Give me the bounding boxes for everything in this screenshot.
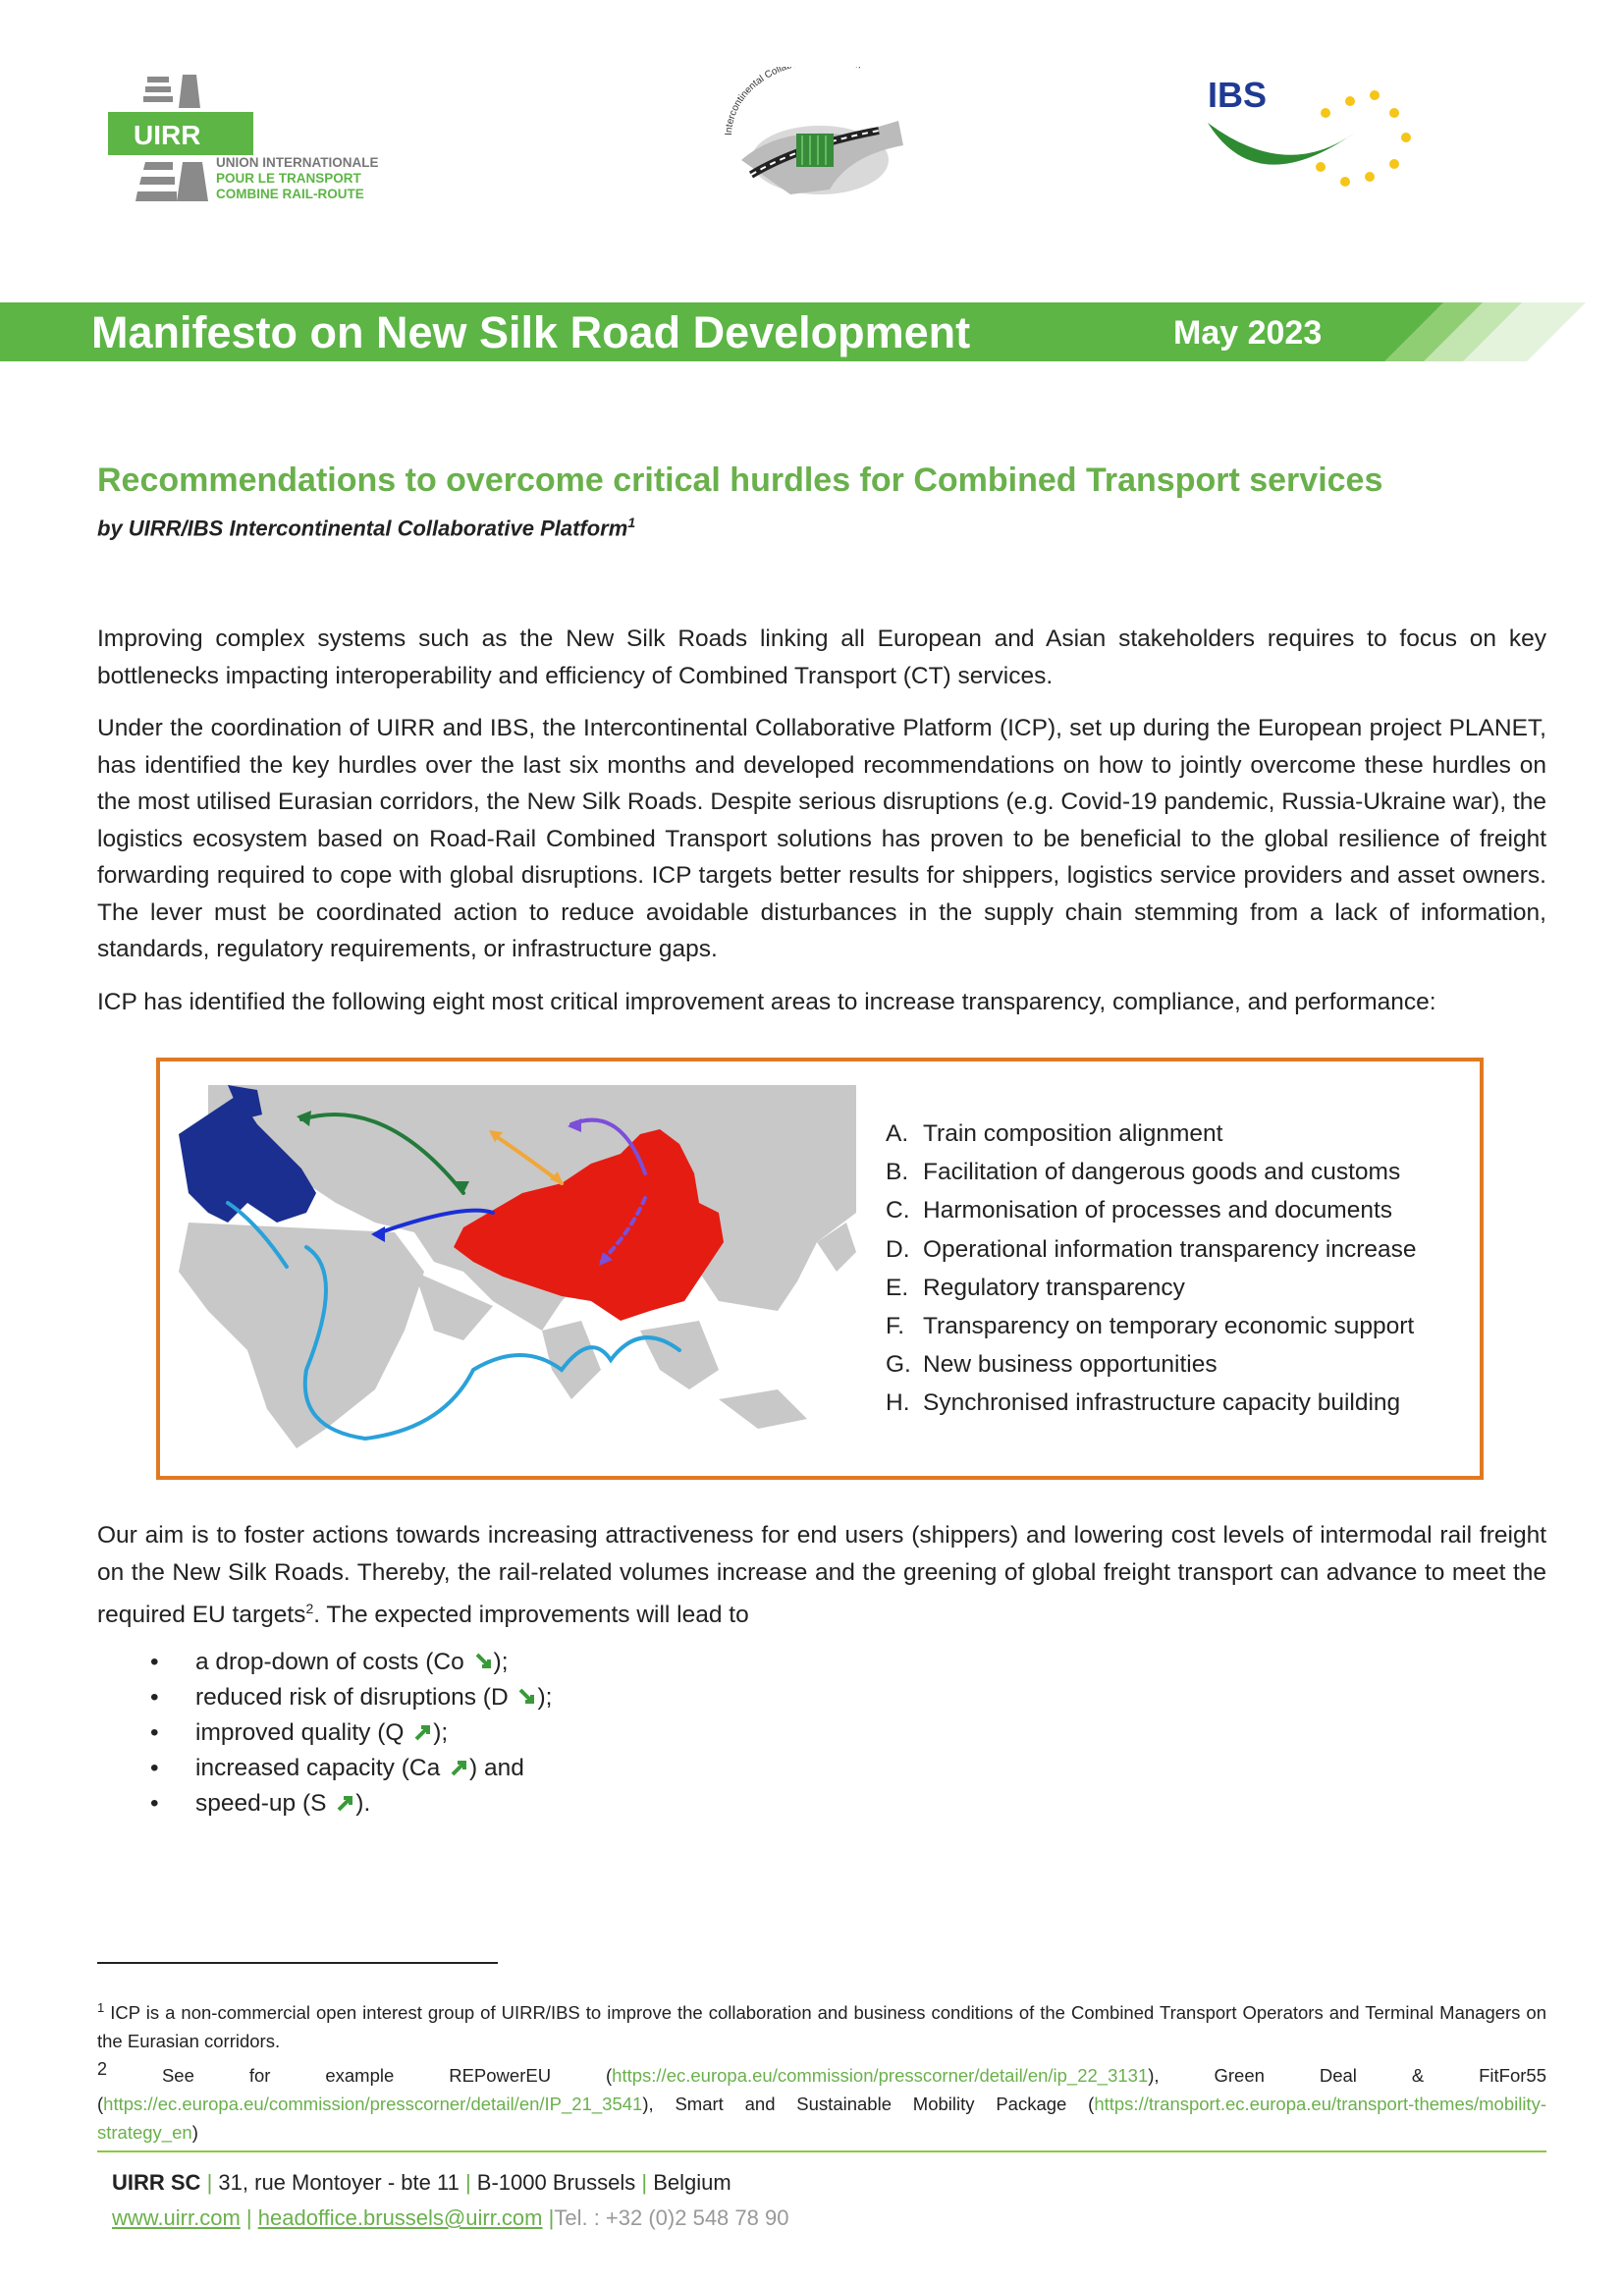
- paragraph-areas-intro: ICP has identified the following eight most critical improvement areas to increase transparency, compliance, and performance:: [97, 989, 1436, 1015]
- document-date: May 2023: [1173, 314, 1323, 352]
- uirr-logo-mark: UIRR: [134, 120, 201, 150]
- trend-down-arrow-icon: [474, 1652, 494, 1671]
- footer-city: B-1000 Brussels: [476, 2170, 636, 2195]
- separator: |: [245, 2205, 252, 2230]
- bullet-icon: •: [150, 1719, 159, 1746]
- website-link[interactable]: www.uirr.com: [112, 2205, 241, 2230]
- green-deal-link[interactable]: https://ec.europa.eu/commission/presscorner/detail/en/IP_21_3541: [103, 2094, 643, 2115]
- list-item: [886, 1384, 1417, 1422]
- paragraph-aim-text: Our aim is to foster actions towards increasing attractiveness for end users (shippers) and lowering cost levels of intermodal rail freight on the New Silk Roads. Thereby, the rail-related volumes increase and the greening of global freight transport can advance to meet the required EU targets: [97, 1522, 1546, 1629]
- document-title: Manifesto on New Silk Road Development: [91, 307, 971, 357]
- mobility-strategy-link[interactable]: https://transport.ec.europa.eu/transport-themes/mobility-strategy_en: [97, 2094, 1546, 2144]
- separator: |: [464, 2170, 471, 2195]
- svg-text:Intercontinental Collaborative: [724, 67, 862, 136]
- footnote-2-marker: 2: [97, 2059, 108, 2079]
- uirr-logo-line2: POUR LE TRANSPORT: [216, 171, 361, 186]
- email-link[interactable]: headoffice.brussels@uirr.com: [257, 2205, 543, 2230]
- list-item: [145, 1645, 552, 1680]
- improvement-areas-list: [886, 1115, 1417, 1423]
- footer-org: UIRR SC: [112, 2170, 201, 2195]
- separator: |: [206, 2170, 213, 2195]
- footer-contact: [112, 2205, 788, 2231]
- outcome-tail: ).: [355, 1790, 371, 1817]
- list-item: [886, 1191, 1417, 1229]
- footnote-2-text-d: ): [191, 2122, 198, 2144]
- outcome-text: increased capacity (Ca: [195, 1755, 448, 1781]
- footnote-1-text: ICP is a non-commercial open interest group of UIRR/IBS to improve the collaboration and business conditions of the Combined Transport Operators and Terminal Managers on the Eurasian corridors.: [97, 2002, 1547, 2052]
- phone-number: Tel. : +32 (0)2 548 78 90: [554, 2205, 789, 2230]
- outcome-text: reduced risk of disruptions (D: [195, 1684, 515, 1711]
- outcome-text: a drop-down of costs (Co: [195, 1649, 471, 1675]
- trend-up-arrow-icon: [413, 1722, 433, 1742]
- section-heading: Recommendations to overcome critical hurdles for Combined Transport services: [97, 462, 1383, 499]
- outcome-tail: );: [537, 1684, 553, 1711]
- repowereu-link[interactable]: https://ec.europa.eu/commission/presscorner/detail/en/ip_22_3131: [612, 2065, 1149, 2087]
- separator: |: [548, 2205, 555, 2230]
- footnote-2: [97, 2055, 1546, 2147]
- list-item-label: Synchronised infrastructure capacity building: [923, 1389, 1401, 1417]
- footnote-2-text-c: ), Smart and Sustainable Mobility Package (: [642, 2094, 1095, 2115]
- footnote-2-text-b: ), Green Deal & FitFor55 (: [97, 2065, 1547, 2115]
- list-item: [886, 1307, 1417, 1345]
- list-item: [145, 1715, 552, 1751]
- bullet-icon: •: [150, 1649, 159, 1675]
- list-item: [886, 1230, 1417, 1269]
- footnote-ref-2: 2: [305, 1601, 314, 1616]
- list-item-label: Train composition alignment: [923, 1120, 1223, 1147]
- list-item: [145, 1786, 552, 1822]
- outcome-tail: );: [493, 1649, 509, 1675]
- footnote-ref-1: 1: [627, 515, 636, 530]
- paragraph-aim: [97, 1517, 1546, 1634]
- silk-road-map: [169, 1075, 856, 1468]
- paragraph-coordination: Under the coordination of UIRR and IBS, the Intercontinental Collaborative Platform (ICP), set up during the European project PLANET, has identified the key hurdles over the last six months and developed recommendations on how to jointly overcome these hurdles on the most utilised Eurasian corridors, the New Silk Roads. Despite serious disruptions (e.g. Covid-19 pandemic, Russia-Ukraine war), the logistics ecosystem based on Road-Rail Combined Transport solutions has proven to be beneficial to the global resilience of freight forwarding required to cope with global disruptions. ICP targets better results for shippers, logistics service providers and asset owners. The lever must be coordinated action to reduce avoidable disturbances in the supply chain stemming from a lack of information, standards, regulatory requirements, or infrastructure gaps.: [97, 715, 1546, 962]
- list-item: [886, 1153, 1417, 1191]
- trend-up-arrow-icon: [450, 1758, 469, 1777]
- list-item-label: New business opportunities: [923, 1351, 1218, 1379]
- footer-street: 31, rue Montoyer - bte 11: [218, 2170, 460, 2195]
- list-item-label: Operational information transparency increase: [923, 1235, 1417, 1263]
- footnote-2-text-a: See for example REPowerEU (: [161, 2065, 613, 2087]
- list-item-letter: C.: [886, 1197, 910, 1224]
- paragraph-intro: Improving complex systems such as the New Silk Roads linking all European and Asian stakeholders requires to focus on key bottlenecks impacting interoperability and efficiency of Combined Transport (CT) services.: [97, 626, 1546, 689]
- outcome-tail: ) and: [469, 1755, 524, 1781]
- trend-down-arrow-icon: [517, 1687, 537, 1707]
- outcome-text: speed-up (S: [195, 1790, 334, 1817]
- footer-divider: [97, 2150, 1546, 2152]
- footnote-divider: [97, 1962, 498, 1964]
- list-item-letter: G.: [886, 1351, 911, 1379]
- ibs-logo: [1198, 74, 1424, 201]
- icp-logo: [712, 67, 928, 204]
- outcomes-list: [145, 1645, 552, 1822]
- footer-country: Belgium: [653, 2170, 731, 2195]
- uirr-logo-line1: UNION INTERNATIONALE: [216, 155, 379, 170]
- list-item: [886, 1269, 1417, 1307]
- bullet-icon: •: [150, 1684, 159, 1711]
- separator: |: [641, 2170, 648, 2195]
- list-item-letter: F.: [886, 1313, 905, 1340]
- list-item: [145, 1680, 552, 1715]
- footer-address: [112, 2170, 731, 2196]
- icp-logo-text: Intercontinental Colla: [723, 67, 788, 136]
- ibs-logo-text: IBS: [1208, 75, 1268, 115]
- list-item: [145, 1751, 552, 1786]
- footnote-1-marker: 1: [97, 2000, 105, 2015]
- list-item-label: Harmonisation of processes and documents: [923, 1197, 1393, 1224]
- uirr-logo-line3: COMBINE RAIL-ROUTE: [216, 187, 364, 201]
- list-item-letter: B.: [886, 1159, 909, 1186]
- paragraph-aim-tail: . The expected improvements will lead to: [313, 1602, 749, 1629]
- trend-up-arrow-icon: [336, 1793, 355, 1813]
- footer-tel: [554, 2205, 788, 2230]
- bullet-icon: •: [150, 1755, 159, 1781]
- list-item-label: Facilitation of dangerous goods and customs: [923, 1159, 1401, 1186]
- bullet-icon: •: [150, 1790, 159, 1817]
- outcome-tail: );: [433, 1719, 449, 1746]
- byline-text: by UIRR/IBS Intercontinental Collaborative Platform: [97, 516, 628, 541]
- list-item-letter: A.: [886, 1120, 909, 1147]
- list-item-label: Transparency on temporary economic support: [923, 1313, 1415, 1340]
- list-item: [886, 1345, 1417, 1384]
- outcome-text: improved quality (Q: [195, 1719, 411, 1746]
- list-item: [886, 1115, 1417, 1153]
- list-item-letter: D.: [886, 1235, 910, 1263]
- uirr-logo: [106, 69, 420, 206]
- list-item-letter: E.: [886, 1274, 909, 1301]
- list-item-letter: H.: [886, 1389, 910, 1417]
- list-item-label: Regulatory transparency: [923, 1274, 1185, 1301]
- footnote-1: [97, 1993, 1546, 2055]
- byline: [97, 515, 635, 541]
